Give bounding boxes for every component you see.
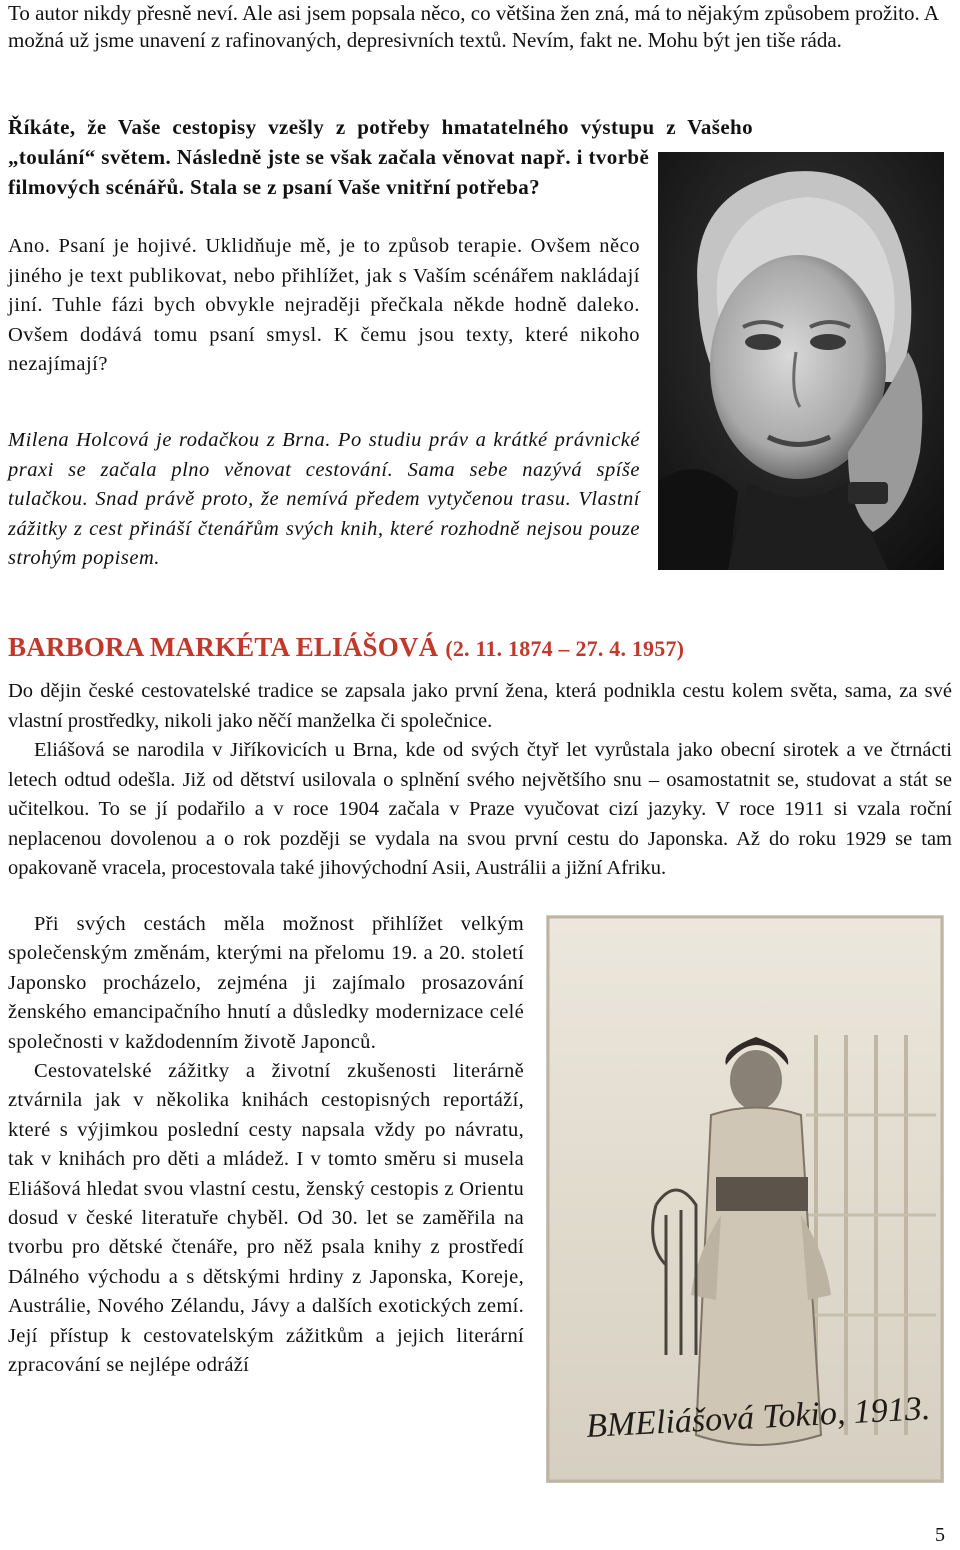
heading-name: BARBORA MARKÉTA ELIÁŠOVÁ [8,632,439,662]
portrait-photo-holcova [658,152,944,570]
section-heading [8,632,684,663]
paragraph: Při svých cestách měla možnost přihlížet velkým společenským změnám, kterými na přelomu 19. a 20. století Japonsko procházelo, zejména ji zajímalo prosazování ženského emancipačního hnutí a důsledky modernizace celé společnosti v každodenním životě Japonců. [8,913,524,1053]
portrait-photo-eliasova [546,915,944,1483]
portrait-illustration [658,152,944,570]
eliasova-column [8,910,524,1381]
question-first-line: Říkáte, že Vaše cestopisy vzešly z potřeby hmatatelného výstupu z Vašeho [8,115,754,139]
paragraph: Do dějin české cestovatelské tradice se zapsala jako první žena, která podnikla cestu kolem světa, sama, za své vlastní prostředky, nikoli jako něčí manželka či společnice. [8,680,952,732]
page-number: 5 [935,1524,945,1546]
interview-answer: Ano. Psaní je hojivé. Uklidňuje mě, je to způsob terapie. Ovšem něco jiného je text publikovat, nebo přihlížet, jak s Vaším scénářem nakládají jiní. Tuhle fázi bych obvykle nejraději přečkala někde hodně daleko. Ovšem dodává tomu psaní smysl. K čemu jsou texty, které nikoho nezajímají? [8,235,640,375]
paragraph: Eliášová se narodila v Jiříkovicích u Brna, kde od svých čtyř let vyrůstala jako obecní sirotek a ve čtrnácti letech odtud odešla. Již od dětství usilovala o splnění svého největšího snu – osamostatnit se, studovat a stát se učitelkou. To se jí podařilo a v roce 1904 začala v Praze vyučovat cizí jazyky. V roce 1911 si vzala roční neplacenou dovolenou a o rok později se vydala na svou první cestu do Japonska. Až do roku 1929 se tam opakovaně vracela, procestovala také jihovýchodní Asii, Austrálii a jižní Afriku. [8,739,952,879]
eliasova-intro [8,677,952,884]
intro-paragraph: To autor nikdy přesně neví. Ale asi jsem popsala něco, co většina žen zná, má to nějakým způsobem prožito. A možná už jsme unavení z rafinovaných, depresivních textů. Nevím, fakt ne. Mohu být jen tiše ráda. [8,1,938,52]
paragraph: Cestovatelské zážitky a životní zkušenosti literárně ztvárnila jak v několika knihách cestopisných reportáží, které s výjimkou poslední cesty napsala vždy po návratu, tak v knihách pro děti a mládež. I v tomto směru si musela Eliášová hledat svou vlastní cestu, ženský cestopis z Orientu dosud v české literatuře chyběl. Od 30. let se zaměřila na tvorbu pro dětské čtenáře, pro něž psala knihy z prostředí Dálného východu a s dětskými hrdiny z Japonska, Koreje, Austrálie, Nového Zélandu, Jávy a dalších exotických zemí. Její přístup k cestovatelským zážitkům a jejich literární zpracování se nejlépe odráží [8,1060,524,1377]
question-rest: „toulání“ světem. Následně jste se však začala věnovat např. i tvorbě filmových scénářů. Stala se z psaní Vaše vnitřní potřeba? [8,145,650,199]
photo-signature: BMEliášová Tokio, 1913. [585,1390,932,1445]
heading-dates: (2. 11. 1874 – 27. 4. 1957) [445,636,685,661]
author-bio: Milena Holcová je rodačkou z Brna. Po studiu práv a krátké právnické praxi se začala plno věnovat cestování. Sama sebe nazývá spíše tulačkou. Snad právě proto, že nemívá předem vytyčenou trasu. Vlastní zážitky z cest přináší čtenářům svých knih, které rozhodně nejsou pouze strohým popisem. [8,429,640,569]
